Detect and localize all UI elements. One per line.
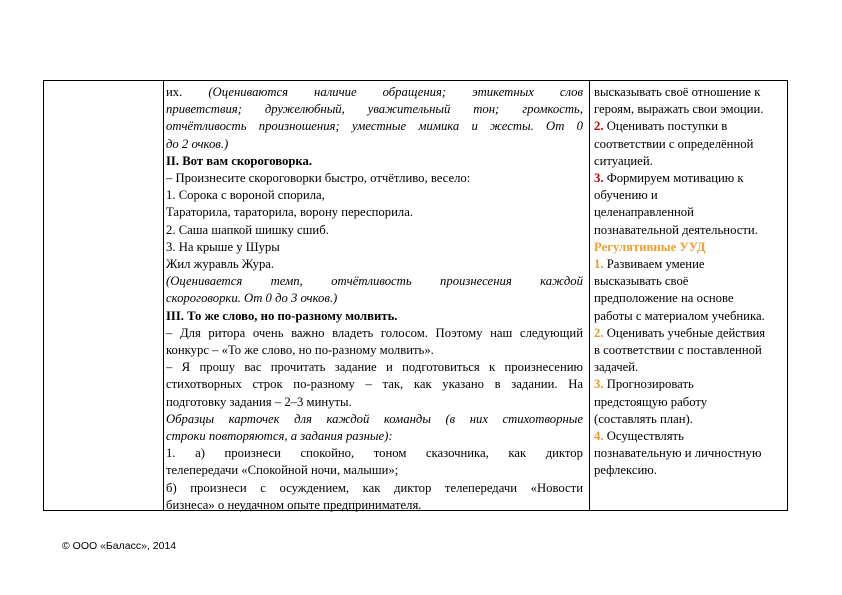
text-line: целенаправленной [594, 205, 694, 220]
text-line: познавательную и личностную [594, 446, 762, 461]
text-line: строки повторяются, а задания разные): [166, 429, 393, 444]
list-item: 4. Осуществлять [594, 429, 684, 444]
text-line: приветствия; дружелюбный, уважительный тон; громкость, [166, 102, 583, 117]
text-line: задачей. [594, 360, 639, 375]
text-line: 1. Сорока с вороной спорила, [166, 188, 325, 203]
text-line: – Я прошу вас прочитать задание и подготовиться к произнесению [166, 360, 583, 375]
text-line: соответствии с определённой [594, 136, 754, 151]
text-line: – Для ритора очень важно владеть голосом. Поэтому наш следующий [166, 325, 583, 340]
text-line: (Оценивается темп, отчётливость произнесения каждой [166, 274, 583, 289]
text-line: в соответствии с поставленной [594, 343, 762, 358]
text-line: героям, выражать свои эмоции. [594, 102, 764, 117]
text-line: стихотворных строк по-разному – так, как указано в задании. На [166, 377, 583, 392]
text-line: – Произнесите скороговорки быстро, отчётливо, весело: [166, 171, 471, 186]
text-line: отчётливость произношения; уместные мимика и жесты. От 0 [166, 119, 583, 134]
text-line: их. (Оцениваются наличие обращения; этикетных слов [166, 85, 584, 99]
text-line: подготовку задания – 2–3 минуты. [166, 394, 352, 409]
text-line: обучению и [594, 188, 658, 203]
section-heading-3: III. То же слово, но по-разному молвить. [166, 308, 398, 323]
lesson-content-column [166, 84, 583, 514]
text-line: познавательной деятельности. [594, 222, 758, 237]
text-line: предстоящую работу [594, 394, 708, 409]
text-line: 3. На крыше у Шуры [166, 239, 280, 254]
list-item: 3. Прогнозировать [594, 377, 694, 392]
text-line: б) произнеси с осуждением, как диктор телепередачи «Новости [166, 480, 583, 495]
copyright-footer: © ООО «Баласс», 2014 [62, 540, 177, 552]
text-line: конкурс – «То же слово, но по-разному молвить». [166, 343, 434, 358]
lesson-table [43, 80, 788, 511]
text-line: (составлять план). [594, 411, 693, 426]
text-line: скороговорки. От 0 до 3 очков.) [166, 291, 338, 306]
list-item: 2. Оценивать учебные действия [594, 325, 766, 340]
uud-column [594, 84, 784, 480]
text-line: работы с материалом учебника. [594, 308, 765, 323]
list-item: 3. Формируем мотивацию к [594, 171, 744, 186]
column-divider-1 [163, 81, 164, 510]
text-line: ситуацией. [594, 153, 653, 168]
text-line: рефлексию. [594, 463, 657, 478]
regulatory-uud-heading: Регулятивные УУД [594, 239, 706, 254]
text-line: Образцы карточек для каждой команды (в них стихотворные [166, 411, 583, 426]
column-divider-2 [589, 81, 590, 510]
text-line: телепередачи «Спокойной ночи, малыши»; [166, 463, 399, 478]
text-line: высказывать своё отношение к [594, 85, 761, 99]
text-line: до 2 очков.) [166, 136, 229, 151]
text-line: высказывать своё [594, 274, 689, 289]
text-line: 2. Саша шапкой шишку сшиб. [166, 222, 329, 237]
text-line: предположение на основе [594, 291, 734, 306]
list-item: 2. Оценивать поступки в [594, 119, 728, 134]
list-item: 1. Развиваем умение [594, 257, 705, 272]
text-line: Тараторила, тараторила, ворону переспорила. [166, 205, 413, 220]
text-line: Жил журавль Жура. [166, 257, 275, 272]
text-line: бизнеса» о неудачном опыте предпринимателя. [166, 497, 422, 512]
text-line: 1. а) произнеси спокойно, тоном сказочника, как диктор [166, 446, 583, 461]
section-heading-2: II. Вот вам скороговорка. [166, 153, 313, 168]
